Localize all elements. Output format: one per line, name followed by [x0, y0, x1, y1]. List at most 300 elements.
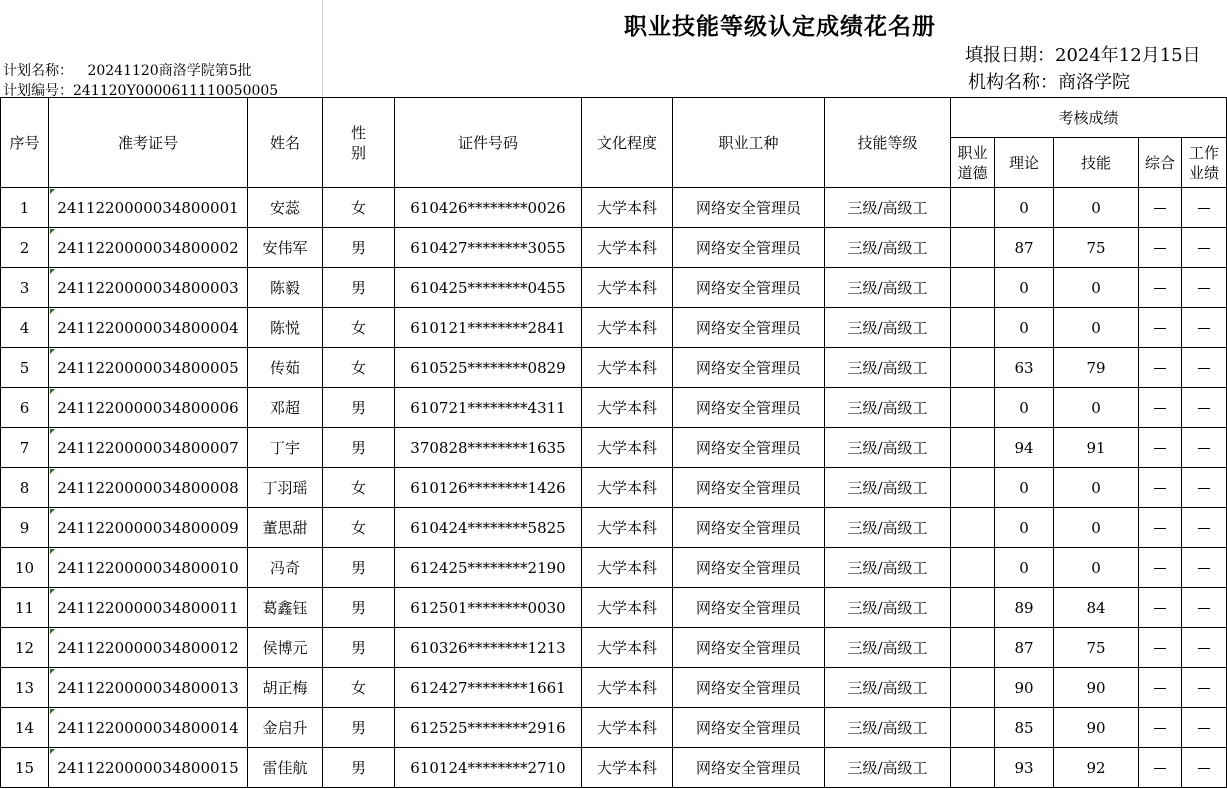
cell-id[interactable] — [395, 628, 582, 668]
cell-job-text: 网络安全管理员 — [695, 399, 801, 417]
cell-ethics[interactable] — [951, 348, 995, 388]
cell-overall[interactable] — [1139, 668, 1182, 708]
cell-skill-text: 75 — [1086, 638, 1106, 657]
cell-theory[interactable] — [995, 508, 1054, 548]
cell-overall[interactable] — [1139, 428, 1182, 468]
cell-id[interactable] — [395, 748, 582, 788]
cell-level-text: 三级/高级工 — [847, 719, 928, 737]
cell-overall[interactable] — [1139, 388, 1182, 428]
cell-theory[interactable] — [995, 708, 1054, 748]
cell-edu[interactable] — [582, 588, 673, 628]
cell-overall[interactable] — [1139, 188, 1182, 228]
cell-skill[interactable] — [1054, 388, 1139, 428]
cell-seq-text: 6 — [19, 398, 30, 417]
dash-icon — [1198, 288, 1210, 289]
cell-name[interactable] — [248, 188, 323, 228]
cell-marker-icon — [50, 189, 55, 194]
cell-work[interactable] — [1182, 588, 1227, 628]
col-header-scores[interactable]: 考核成绩 — [951, 98, 1227, 138]
cell-ticket-text: 2411220000034800010 — [57, 558, 239, 577]
cell-job[interactable] — [673, 428, 825, 468]
cell-job[interactable] — [673, 708, 825, 748]
cell-edu-text: 大学本科 — [596, 319, 657, 337]
col-header-ethics[interactable]: 职业 道德 — [951, 138, 995, 188]
cell-seq[interactable] — [1, 748, 49, 788]
cell-overall[interactable] — [1139, 348, 1182, 388]
cell-edu[interactable] — [582, 228, 673, 268]
cell-id-text: 610426********0026 — [410, 198, 566, 217]
col-header-ticket[interactable]: 准考证号 — [49, 98, 248, 188]
cell-id[interactable] — [395, 708, 582, 748]
cell-seq[interactable] — [1, 708, 49, 748]
cell-gender[interactable] — [323, 348, 395, 388]
cell-skill-text: 91 — [1086, 438, 1106, 457]
table-row — [1, 548, 1227, 588]
dash-icon — [1198, 208, 1210, 209]
cell-name[interactable] — [248, 428, 323, 468]
cell-level[interactable] — [825, 468, 951, 508]
cell-overall[interactable] — [1139, 748, 1182, 788]
cell-gender[interactable] — [323, 508, 395, 548]
cell-seq-text: 5 — [19, 358, 30, 377]
cell-ticket[interactable] — [49, 748, 248, 788]
cell-edu[interactable] — [582, 628, 673, 668]
cell-name[interactable] — [248, 548, 323, 588]
cell-work[interactable] — [1182, 308, 1227, 348]
cell-work[interactable] — [1182, 228, 1227, 268]
cell-id-text: 610326********1213 — [410, 638, 566, 657]
col-header-work[interactable]: 工作 业绩 — [1182, 138, 1227, 188]
cell-edu-text: 大学本科 — [596, 639, 657, 657]
cell-id[interactable] — [395, 588, 582, 628]
cell-ethics[interactable] — [951, 428, 995, 468]
cell-level[interactable] — [825, 668, 951, 708]
cell-gender[interactable] — [323, 468, 395, 508]
cell-skill[interactable] — [1054, 628, 1139, 668]
cell-work[interactable] — [1182, 508, 1227, 548]
dash-icon — [1154, 448, 1166, 449]
cell-ticket[interactable] — [49, 228, 248, 268]
cell-ethics[interactable] — [951, 468, 995, 508]
page-title: 职业技能等级认定成绩花名册 — [624, 13, 936, 40]
cell-ethics[interactable] — [951, 588, 995, 628]
col-header-overall[interactable]: 综合 — [1139, 138, 1182, 188]
cell-gender-text: 男 — [350, 399, 366, 417]
cell-work[interactable] — [1182, 268, 1227, 308]
cell-ticket-text: 2411220000034800006 — [57, 398, 239, 417]
cell-gender[interactable] — [323, 668, 395, 708]
cell-name[interactable] — [248, 508, 323, 548]
cell-marker-icon — [50, 269, 55, 274]
cell-level-text: 三级/高级工 — [847, 279, 928, 297]
cell-theory-text: 0 — [1019, 558, 1029, 577]
cell-name-text: 金启升 — [262, 719, 308, 737]
cell-overall[interactable] — [1139, 228, 1182, 268]
cell-gender[interactable] — [323, 708, 395, 748]
cell-ticket[interactable] — [49, 548, 248, 588]
cell-job[interactable] — [673, 388, 825, 428]
cell-job-text: 网络安全管理员 — [695, 279, 801, 297]
cell-ticket[interactable] — [49, 388, 248, 428]
cell-ticket[interactable] — [49, 708, 248, 748]
org-value: 商洛学院 — [1058, 72, 1130, 93]
cell-job[interactable] — [673, 468, 825, 508]
cell-ticket[interactable] — [49, 428, 248, 468]
cell-seq[interactable] — [1, 428, 49, 468]
cell-seq[interactable] — [1, 268, 49, 308]
cell-seq[interactable] — [1, 588, 49, 628]
cell-ethics[interactable] — [951, 268, 995, 308]
cell-ticket[interactable] — [49, 588, 248, 628]
cell-name[interactable] — [248, 348, 323, 388]
cell-level[interactable] — [825, 628, 951, 668]
cell-gender[interactable] — [323, 428, 395, 468]
cell-edu[interactable] — [582, 748, 673, 788]
cell-id-text: 610124********2710 — [410, 758, 566, 777]
cell-name[interactable] — [248, 468, 323, 508]
col-header-job[interactable]: 职业工种 — [673, 98, 825, 188]
cell-theory[interactable] — [995, 588, 1054, 628]
cell-job[interactable] — [673, 628, 825, 668]
cell-gender[interactable] — [323, 188, 395, 228]
cell-edu[interactable] — [582, 188, 673, 228]
cell-theory[interactable] — [995, 268, 1054, 308]
cell-name-text: 丁宇 — [269, 439, 300, 457]
cell-id[interactable] — [395, 268, 582, 308]
dash-icon — [1154, 728, 1166, 729]
cell-ethics[interactable] — [951, 508, 995, 548]
cell-ticket[interactable] — [49, 308, 248, 348]
cell-skill[interactable] — [1054, 348, 1139, 388]
cell-edu[interactable] — [582, 388, 673, 428]
cell-skill-text: 92 — [1086, 758, 1106, 777]
table-row — [1, 708, 1227, 748]
cell-skill[interactable] — [1054, 308, 1139, 348]
cell-ethics[interactable] — [951, 708, 995, 748]
cell-seq[interactable] — [1, 348, 49, 388]
col-header-seq[interactable]: 序号 — [1, 98, 49, 188]
cell-overall[interactable] — [1139, 588, 1182, 628]
cell-edu[interactable] — [582, 308, 673, 348]
cell-job-text: 网络安全管理员 — [695, 359, 801, 377]
cell-ethics[interactable] — [951, 308, 995, 348]
cell-id[interactable] — [395, 308, 582, 348]
cell-name[interactable] — [248, 268, 323, 308]
cell-gender[interactable] — [323, 388, 395, 428]
cell-skill-text: 0 — [1091, 278, 1101, 297]
cell-overall[interactable] — [1139, 268, 1182, 308]
dash-icon — [1154, 488, 1166, 489]
cell-name-text: 传茹 — [269, 359, 300, 377]
col-header-name[interactable]: 姓名 — [248, 98, 323, 188]
cell-job[interactable] — [673, 748, 825, 788]
cell-job[interactable] — [673, 548, 825, 588]
dash-icon — [1154, 688, 1166, 689]
cell-ticket[interactable] — [49, 468, 248, 508]
cell-job-text: 网络安全管理员 — [695, 239, 801, 257]
cell-job-text: 网络安全管理员 — [695, 559, 801, 577]
cell-gender[interactable] — [323, 628, 395, 668]
cell-skill[interactable] — [1054, 508, 1139, 548]
cell-work[interactable] — [1182, 428, 1227, 468]
cell-overall[interactable] — [1139, 468, 1182, 508]
cell-skill-text: 84 — [1086, 598, 1106, 617]
cell-overall[interactable] — [1139, 628, 1182, 668]
cell-theory[interactable] — [995, 628, 1054, 668]
cell-job[interactable] — [673, 268, 825, 308]
cell-level[interactable] — [825, 228, 951, 268]
cell-seq-text: 8 — [19, 478, 30, 497]
cell-edu[interactable] — [582, 548, 673, 588]
cell-theory[interactable] — [995, 228, 1054, 268]
cell-theory[interactable] — [995, 748, 1054, 788]
cell-job-text: 网络安全管理员 — [695, 639, 801, 657]
cell-name-text: 董思甜 — [262, 519, 308, 537]
cell-id[interactable] — [395, 468, 582, 508]
cell-theory[interactable] — [995, 308, 1054, 348]
cell-theory-text: 87 — [1014, 638, 1034, 657]
cell-ethics[interactable] — [951, 228, 995, 268]
cell-level-text: 三级/高级工 — [847, 479, 928, 497]
cell-theory[interactable] — [995, 548, 1054, 588]
cell-seq-text: 1 — [19, 198, 30, 217]
cell-seq[interactable] — [1, 388, 49, 428]
cell-name[interactable] — [248, 388, 323, 428]
cell-id-text: 610425********0455 — [410, 278, 566, 297]
cell-seq[interactable] — [1, 228, 49, 268]
cell-name[interactable] — [248, 748, 323, 788]
cell-seq-text: 4 — [19, 318, 30, 337]
cell-skill[interactable] — [1054, 548, 1139, 588]
cell-id-text: 612425********2190 — [410, 558, 566, 577]
cell-id[interactable] — [395, 388, 582, 428]
cell-name[interactable] — [248, 628, 323, 668]
cell-gender[interactable] — [323, 748, 395, 788]
cell-theory-text: 0 — [1019, 198, 1029, 217]
dash-icon — [1198, 368, 1210, 369]
cell-skill[interactable] — [1054, 268, 1139, 308]
cell-gender[interactable] — [323, 228, 395, 268]
cell-overall[interactable] — [1139, 708, 1182, 748]
cell-skill[interactable] — [1054, 588, 1139, 628]
cell-level[interactable] — [825, 308, 951, 348]
cell-name[interactable] — [248, 668, 323, 708]
cell-work[interactable] — [1182, 548, 1227, 588]
cell-ticket-text: 2411220000034800002 — [57, 238, 239, 257]
cell-overall[interactable] — [1139, 508, 1182, 548]
cell-ticket-text: 2411220000034800004 — [57, 318, 239, 337]
cell-skill-text: 75 — [1086, 238, 1106, 257]
cell-ethics[interactable] — [951, 188, 995, 228]
cell-ticket[interactable] — [49, 268, 248, 308]
cell-ethics[interactable] — [951, 628, 995, 668]
dash-icon — [1154, 208, 1166, 209]
cell-level[interactable] — [825, 508, 951, 548]
cell-id[interactable] — [395, 188, 582, 228]
cell-theory-text: 90 — [1014, 678, 1034, 697]
table-row — [1, 508, 1227, 548]
cell-work[interactable] — [1182, 388, 1227, 428]
cell-seq[interactable] — [1, 628, 49, 668]
dash-icon — [1198, 328, 1210, 329]
cell-edu[interactable] — [582, 468, 673, 508]
cell-seq[interactable] — [1, 508, 49, 548]
col-header-skill[interactable]: 技能 — [1054, 138, 1139, 188]
cell-job[interactable] — [673, 308, 825, 348]
cell-job[interactable] — [673, 348, 825, 388]
cell-theory-text: 0 — [1019, 478, 1029, 497]
cell-theory-text: 93 — [1014, 758, 1034, 777]
cell-ethics[interactable] — [951, 548, 995, 588]
cell-theory[interactable] — [995, 348, 1054, 388]
cell-id[interactable] — [395, 508, 582, 548]
fill-date-line — [965, 41, 1201, 67]
cell-overall[interactable] — [1139, 308, 1182, 348]
table-body — [1, 188, 1227, 788]
cell-level[interactable] — [825, 268, 951, 308]
cell-skill[interactable] — [1054, 228, 1139, 268]
cell-level-text: 三级/高级工 — [847, 359, 928, 377]
cell-ticket[interactable] — [49, 508, 248, 548]
cell-level[interactable] — [825, 428, 951, 468]
cell-level-text: 三级/高级工 — [847, 639, 928, 657]
cell-name-text: 安蕊 — [269, 199, 300, 217]
cell-id[interactable] — [395, 668, 582, 708]
cell-skill[interactable] — [1054, 428, 1139, 468]
cell-job[interactable] — [673, 668, 825, 708]
cell-ethics[interactable] — [951, 388, 995, 428]
cell-name-text: 侯博元 — [262, 639, 308, 657]
cell-seq[interactable] — [1, 308, 49, 348]
cell-work[interactable] — [1182, 468, 1227, 508]
cell-level[interactable] — [825, 708, 951, 748]
cell-id-text: 370828********1635 — [410, 438, 566, 457]
cell-theory-text: 85 — [1014, 718, 1034, 737]
cell-gender[interactable] — [323, 548, 395, 588]
cell-name[interactable] — [248, 708, 323, 748]
cell-ticket[interactable] — [49, 668, 248, 708]
cell-marker-icon — [50, 229, 55, 234]
cell-gender[interactable] — [323, 308, 395, 348]
cell-edu[interactable] — [582, 708, 673, 748]
cell-ticket-text: 2411220000034800003 — [57, 278, 239, 297]
cell-level[interactable] — [825, 748, 951, 788]
cell-seq-text: 11 — [14, 598, 35, 617]
dash-icon — [1198, 568, 1210, 569]
cell-seq-text: 14 — [14, 718, 35, 737]
cell-name[interactable] — [248, 308, 323, 348]
cell-job[interactable] — [673, 228, 825, 268]
cell-seq[interactable] — [1, 668, 49, 708]
col-header-id[interactable]: 证件号码 — [395, 98, 582, 188]
cell-level[interactable] — [825, 388, 951, 428]
cell-theory[interactable] — [995, 428, 1054, 468]
cell-edu-text: 大学本科 — [596, 759, 657, 777]
cell-job[interactable] — [673, 588, 825, 628]
cell-level[interactable] — [825, 548, 951, 588]
cell-id-text: 610525********0829 — [410, 358, 566, 377]
cell-theory-text: 94 — [1014, 438, 1034, 457]
cell-id[interactable] — [395, 348, 582, 388]
cell-skill[interactable] — [1054, 468, 1139, 508]
dash-icon — [1198, 408, 1210, 409]
cell-work[interactable] — [1182, 668, 1227, 708]
cell-ticket[interactable] — [49, 628, 248, 668]
cell-name[interactable] — [248, 588, 323, 628]
cell-id[interactable] — [395, 548, 582, 588]
cell-gender-text: 男 — [350, 639, 366, 657]
cell-work[interactable] — [1182, 348, 1227, 388]
col-header-edu[interactable]: 文化程度 — [582, 98, 673, 188]
cell-theory[interactable] — [995, 188, 1054, 228]
cell-skill[interactable] — [1054, 748, 1139, 788]
cell-ticket[interactable] — [49, 188, 248, 228]
cell-edu[interactable] — [582, 428, 673, 468]
cell-ethics[interactable] — [951, 748, 995, 788]
col-header-theory[interactable]: 理论 — [995, 138, 1054, 188]
cell-seq[interactable] — [1, 468, 49, 508]
cell-skill[interactable] — [1054, 188, 1139, 228]
cell-ethics[interactable] — [951, 668, 995, 708]
cell-job[interactable] — [673, 508, 825, 548]
cell-id[interactable] — [395, 228, 582, 268]
cell-level[interactable] — [825, 348, 951, 388]
cell-theory[interactable] — [995, 668, 1054, 708]
cell-edu[interactable] — [582, 668, 673, 708]
cell-gender[interactable] — [323, 588, 395, 628]
cell-work[interactable] — [1182, 188, 1227, 228]
plan-no-value: 241120Y000061111005000​5 — [73, 83, 279, 99]
cell-work[interactable] — [1182, 628, 1227, 668]
cell-edu[interactable] — [582, 508, 673, 548]
cell-edu[interactable] — [582, 348, 673, 388]
cell-seq[interactable] — [1, 548, 49, 588]
cell-job[interactable] — [673, 188, 825, 228]
cell-theory[interactable] — [995, 468, 1054, 508]
cell-ticket[interactable] — [49, 348, 248, 388]
cell-theory[interactable] — [995, 388, 1054, 428]
table-row — [1, 308, 1227, 348]
dash-icon — [1198, 488, 1210, 489]
cell-name[interactable] — [248, 228, 323, 268]
cell-overall[interactable] — [1139, 548, 1182, 588]
cell-name-text: 丁羽瑶 — [262, 479, 308, 497]
cell-gender[interactable] — [323, 268, 395, 308]
col-header-gender[interactable]: 性 别 — [323, 98, 395, 188]
table-row — [1, 228, 1227, 268]
cell-name-text: 安伟军 — [262, 239, 308, 257]
cell-seq[interactable] — [1, 188, 49, 228]
col-header-level[interactable]: 技能等级 — [825, 98, 951, 188]
table-row — [1, 268, 1227, 308]
table-row — [1, 388, 1227, 428]
cell-skill[interactable] — [1054, 668, 1139, 708]
cell-work[interactable] — [1182, 708, 1227, 748]
cell-skill[interactable] — [1054, 708, 1139, 748]
cell-theory-text: 0 — [1019, 278, 1029, 297]
cell-edu-text: 大学本科 — [596, 199, 657, 217]
cell-edu[interactable] — [582, 268, 673, 308]
cell-level[interactable] — [825, 588, 951, 628]
dash-icon — [1154, 608, 1166, 609]
cell-level-text: 三级/高级工 — [847, 519, 928, 537]
cell-id-text: 612427********1661 — [410, 678, 566, 697]
cell-level[interactable] — [825, 188, 951, 228]
table-row — [1, 588, 1227, 628]
cell-id[interactable] — [395, 428, 582, 468]
cell-work[interactable] — [1182, 748, 1227, 788]
cell-edu-text: 大学本科 — [596, 279, 657, 297]
